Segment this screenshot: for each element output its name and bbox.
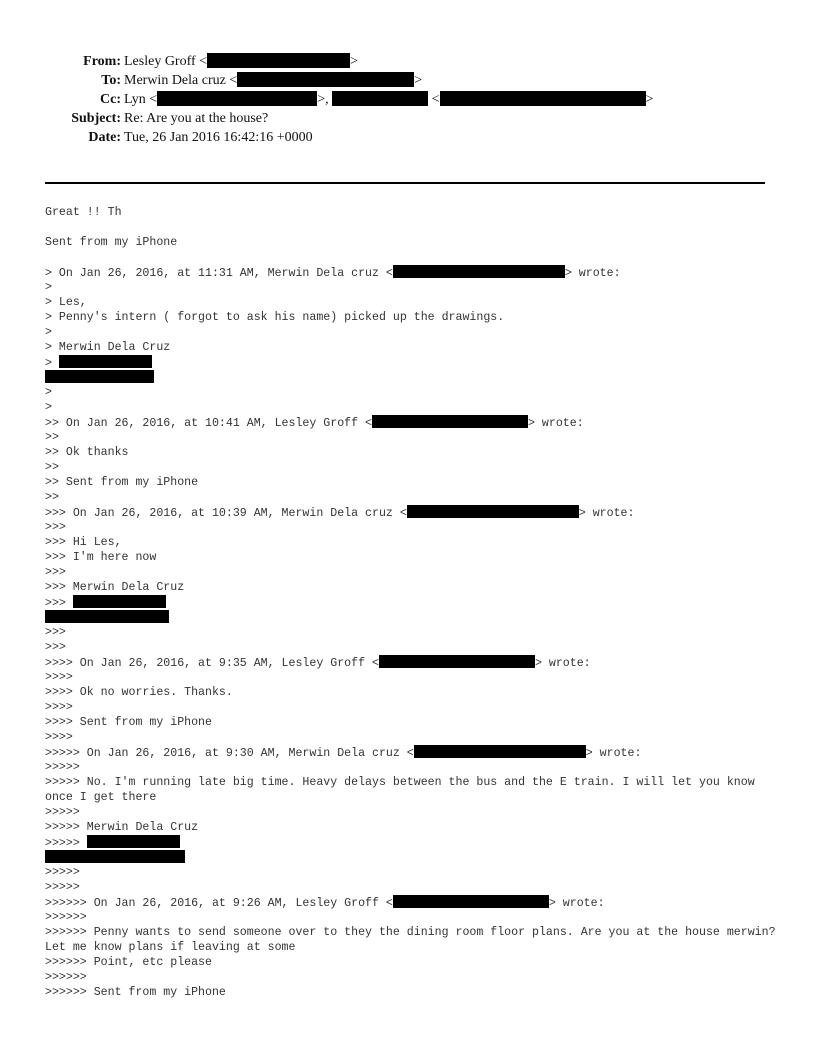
redaction-box	[207, 53, 350, 68]
header-divider	[45, 182, 765, 184]
body-line: > Merwin Dela Cruz	[45, 341, 171, 354]
signature-line: >>>	[45, 595, 785, 610]
redaction-box	[45, 850, 185, 863]
to-tail: >	[414, 73, 423, 88]
redaction-box	[393, 265, 565, 278]
from-tail: >	[350, 54, 358, 69]
body-line: >>>>	[45, 701, 73, 714]
redaction-box	[59, 355, 152, 368]
body-line: >>	[45, 431, 59, 444]
subject-label: Subject:	[71, 111, 121, 126]
body-line: >>>>>	[45, 761, 80, 774]
body-line: >>>	[45, 641, 66, 654]
cc-mid2: <	[428, 92, 440, 107]
body-line: Sent from my iPhone	[45, 236, 178, 249]
body-line: Great !! Th	[45, 206, 122, 219]
redaction-box	[73, 595, 166, 608]
body-line: >>> Hi Les,	[45, 536, 122, 549]
to-label: To:	[101, 73, 121, 88]
redaction-box	[440, 91, 646, 106]
body-line: >>>> Ok no worries. Thanks.	[45, 686, 233, 699]
redaction-box	[393, 895, 549, 908]
body-line: >>>	[45, 521, 66, 534]
body-line: >>>>> Merwin Dela Cruz	[45, 821, 199, 834]
body-line: >> Sent from my iPhone	[45, 476, 199, 489]
email-header	[0, 52, 816, 147]
subject-row	[0, 109, 816, 128]
quote-header-line: >>>>> On Jan 26, 2016, at 9:30 AM, Merwin Dela cruz < > wrote:	[45, 747, 642, 760]
cc-mid: >,	[317, 92, 333, 107]
body-line: > Les,	[45, 296, 87, 309]
redaction-box	[379, 655, 535, 668]
redaction-box	[407, 505, 579, 518]
body-line: >>	[45, 491, 59, 504]
signature-redaction-line	[45, 850, 785, 865]
quote-header-line: >> On Jan 26, 2016, at 10:41 AM, Lesley Groff < > wrote:	[45, 417, 584, 430]
body-line: >> Ok thanks	[45, 446, 129, 459]
body-line: >>>>>	[45, 866, 80, 879]
redaction-box	[157, 91, 317, 106]
cc-tail: >	[645, 92, 654, 107]
signature-line: >>>>>	[45, 835, 785, 850]
date-row	[0, 128, 816, 147]
quote-header-line: >>>>>> On Jan 26, 2016, at 9:26 AM, Lesley Groff < > wrote:	[45, 897, 605, 910]
email-body	[45, 205, 785, 1000]
from-value: Lesley Groff <	[124, 54, 208, 69]
signature-redaction-line	[45, 610, 785, 625]
subject-value: Re: Are you at the house?	[124, 111, 269, 126]
quote-header-line: > On Jan 26, 2016, at 11:31 AM, Merwin Dela cruz < > wrote:	[45, 267, 621, 280]
redaction-box	[45, 610, 169, 623]
body-line: >	[45, 326, 52, 339]
to-value: Merwin Dela cruz <	[124, 73, 238, 88]
signature-line: >	[45, 355, 785, 370]
redaction-box	[414, 745, 586, 758]
cc-label: Cc:	[100, 92, 121, 107]
body-line: >	[45, 401, 52, 414]
date-value: Tue, 26 Jan 2016 16:42:16 +0000	[124, 130, 313, 145]
redaction-box	[332, 91, 428, 106]
redaction-box	[372, 415, 528, 428]
body-line: > Penny's intern ( forgot to ask his name) picked up the drawings.	[45, 311, 505, 324]
from-row	[0, 52, 816, 71]
body-line: >>>>>	[45, 881, 80, 894]
body-line: >>> I'm here now	[45, 551, 157, 564]
quote-header-line: >>>> On Jan 26, 2016, at 9:35 AM, Lesley Groff < > wrote:	[45, 657, 591, 670]
body-line: >>>>>>	[45, 971, 87, 984]
redaction-box	[45, 370, 154, 383]
body-line: >>>	[45, 566, 66, 579]
body-line: >>>>> No. I'm running late big time. Heavy delays between the bus and the E train. I will let you know once I get there	[45, 776, 755, 804]
from-label: From:	[83, 54, 121, 69]
body-line: >>> Merwin Dela Cruz	[45, 581, 185, 594]
body-line: >>>>	[45, 671, 73, 684]
body-line: >	[45, 386, 52, 399]
to-row	[0, 71, 816, 90]
body-line: >>>	[45, 626, 66, 639]
body-line: >>	[45, 461, 59, 474]
body-line: >>>>>> Penny wants to send someone over to they the dining room floor plans. Are you at the house merwin? Let me know plans if leaving at some	[45, 926, 776, 954]
cc-value: Lyn <	[124, 92, 158, 107]
redaction-box	[237, 72, 414, 87]
redaction-box	[87, 835, 180, 848]
signature-redaction-line	[45, 370, 785, 385]
date-label: Date:	[88, 130, 121, 145]
body-line: >>>>>> Sent from my iPhone	[45, 986, 226, 999]
cc-row	[0, 90, 816, 109]
body-line: >	[45, 281, 52, 294]
quote-header-line: >>> On Jan 26, 2016, at 10:39 AM, Merwin Dela cruz < > wrote:	[45, 507, 635, 520]
body-line: >>>>>> Point, etc please	[45, 956, 212, 969]
body-line: >>>>>>	[45, 911, 87, 924]
body-line: >>>> Sent from my iPhone	[45, 716, 212, 729]
body-line: >>>>	[45, 731, 73, 744]
body-line: >>>>>	[45, 806, 80, 819]
